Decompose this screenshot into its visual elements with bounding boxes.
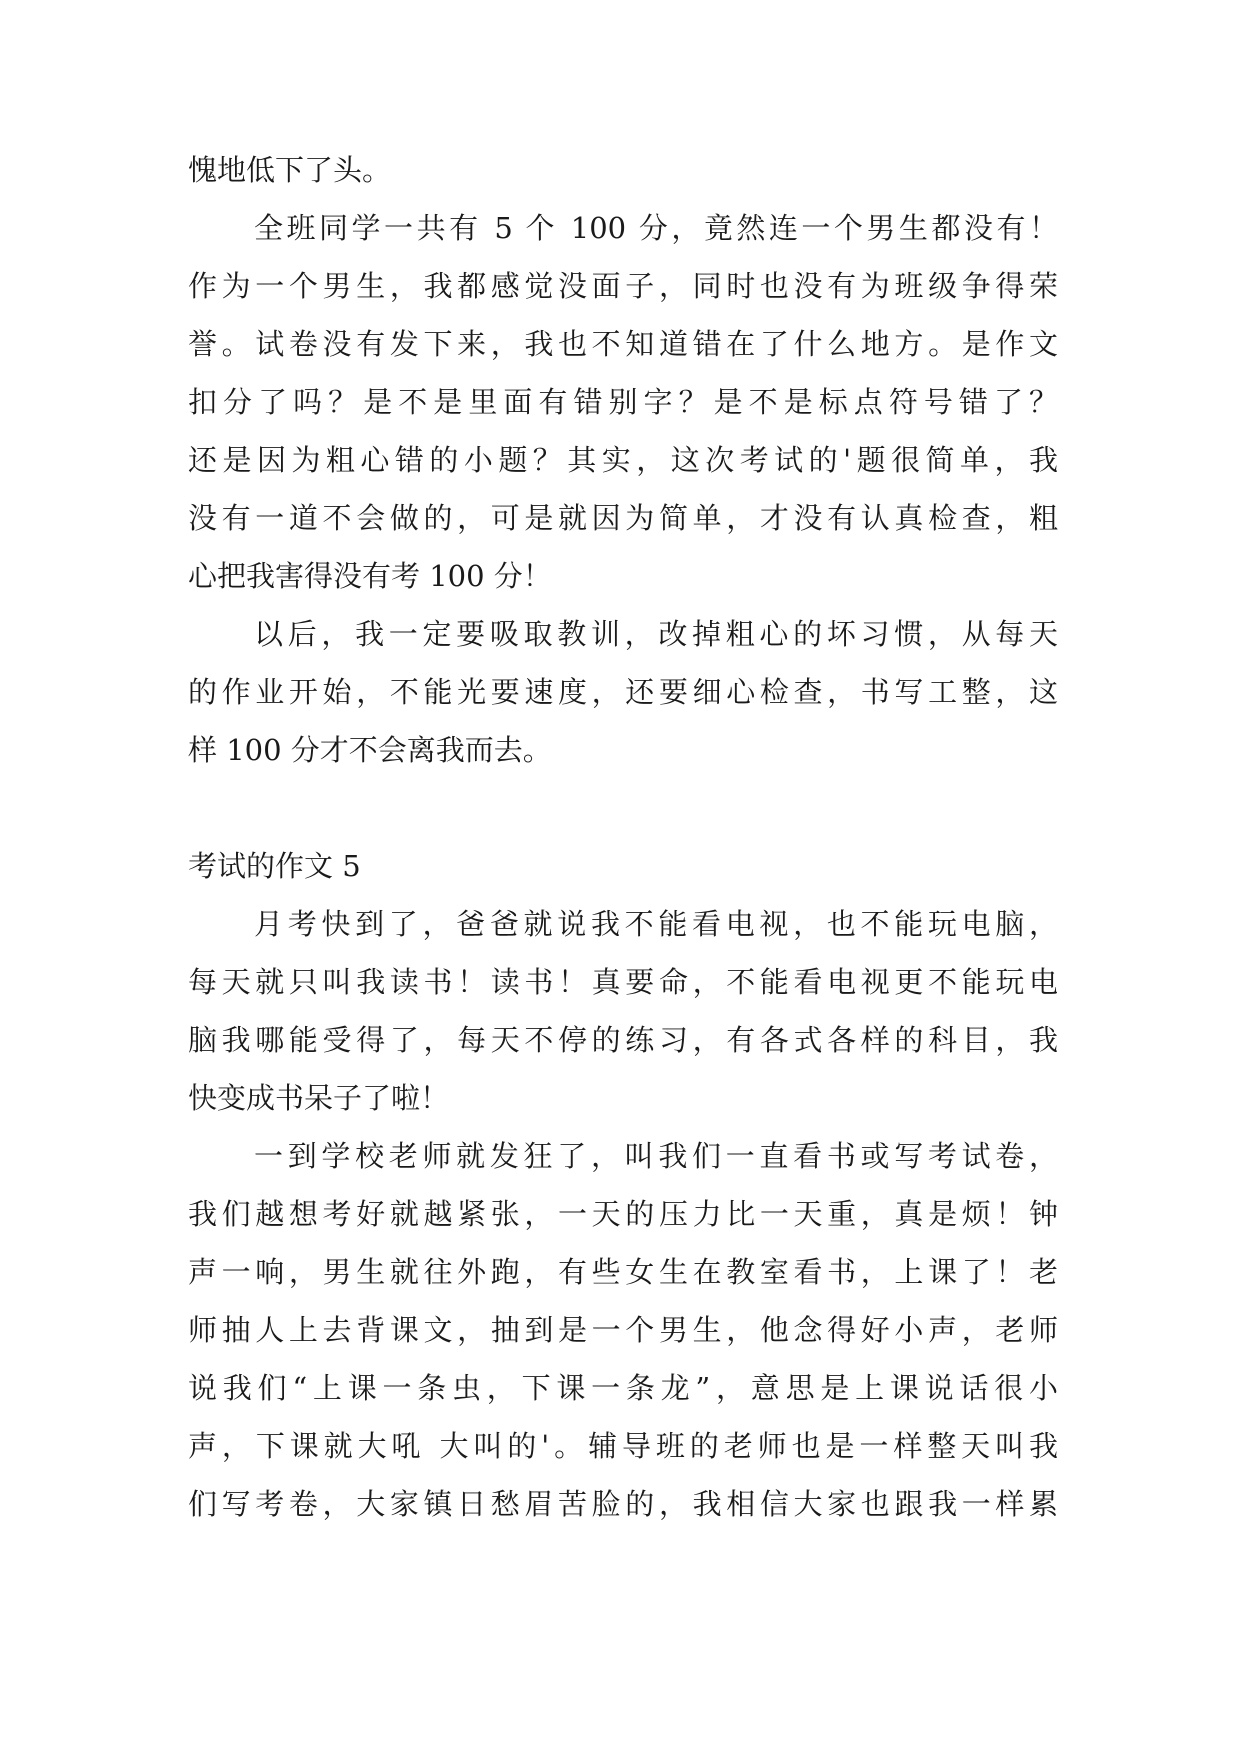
text-line: 还是因为粗心错的小题？其实，这次考试的'题很简单，我 bbox=[188, 443, 1058, 477]
text-line: 我们越想考好就越紧张，一天的压力比一天重，真是烦！钟 bbox=[188, 1197, 1058, 1231]
text-line: 说我们“上课一条虫，下课一条龙”，意思是上课说话很小 bbox=[188, 1371, 1058, 1405]
text-line: 声一响，男生就往外跑，有些女生在教室看书，上课了！老 bbox=[188, 1255, 1058, 1289]
section-heading bbox=[188, 837, 1058, 895]
text-line: 每天就只叫我读书！读书！真要命，不能看电视更不能玩电 bbox=[188, 965, 1058, 999]
paragraph bbox=[188, 199, 1058, 605]
text-line: 一到学校老师就发狂了，叫我们一直看书或写考试卷， bbox=[254, 1139, 1058, 1173]
text-line: 快变成书呆子了啦！ bbox=[188, 1081, 450, 1115]
text-line: 没有一道不会做的，可是就因为简单，才没有认真检查，粗 bbox=[188, 501, 1058, 535]
text-line: 考试的作文 5 bbox=[188, 849, 361, 883]
text-line: 月考快到了，爸爸就说我不能看电视，也不能玩电脑， bbox=[254, 907, 1058, 941]
text-line: 誉。试卷没有发下来，我也不知道错在了什么地方。是作文 bbox=[188, 327, 1058, 361]
text-line: 们写考卷，大家镇日愁眉苦脸的，我相信大家也跟我一样累 bbox=[188, 1487, 1058, 1521]
text-line: 全班同学一共有 5 个 100 分，竟然连一个男生都没有！ bbox=[254, 211, 1058, 245]
text-line: 声，下课就大吼 大叫的'。辅导班的老师也是一样整天叫我 bbox=[188, 1429, 1058, 1463]
body-text-upper bbox=[188, 141, 1058, 779]
text-line: 的作业开始，不能光要速度，还要细心检查，书写工整，这 bbox=[188, 675, 1058, 709]
text-line: 心把我害得没有考 100 分！ bbox=[188, 559, 552, 593]
text-line: 师抽人上去背课文，抽到是一个男生，他念得好小声，老师 bbox=[188, 1313, 1058, 1347]
body-text-lower bbox=[188, 837, 1058, 1533]
text-line: 扣分了吗？是不是里面有错别字？是不是标点符号错了？ bbox=[188, 385, 1058, 419]
paragraph bbox=[188, 895, 1058, 1127]
paragraph bbox=[188, 1127, 1058, 1533]
text-line: 样 100 分才不会离我而去。 bbox=[188, 733, 552, 767]
text-line: 脑我哪能受得了，每天不停的练习，有各式各样的科目，我 bbox=[188, 1023, 1058, 1057]
paragraph bbox=[188, 141, 1058, 199]
paragraph bbox=[188, 605, 1058, 779]
text-line: 愧地低下了头。 bbox=[188, 153, 392, 187]
text-line: 以后，我一定要吸取教训，改掉粗心的坏习惯，从每天 bbox=[254, 617, 1058, 651]
text-line: 作为一个男生，我都感觉没面子，同时也没有为班级争得荣 bbox=[188, 269, 1058, 303]
